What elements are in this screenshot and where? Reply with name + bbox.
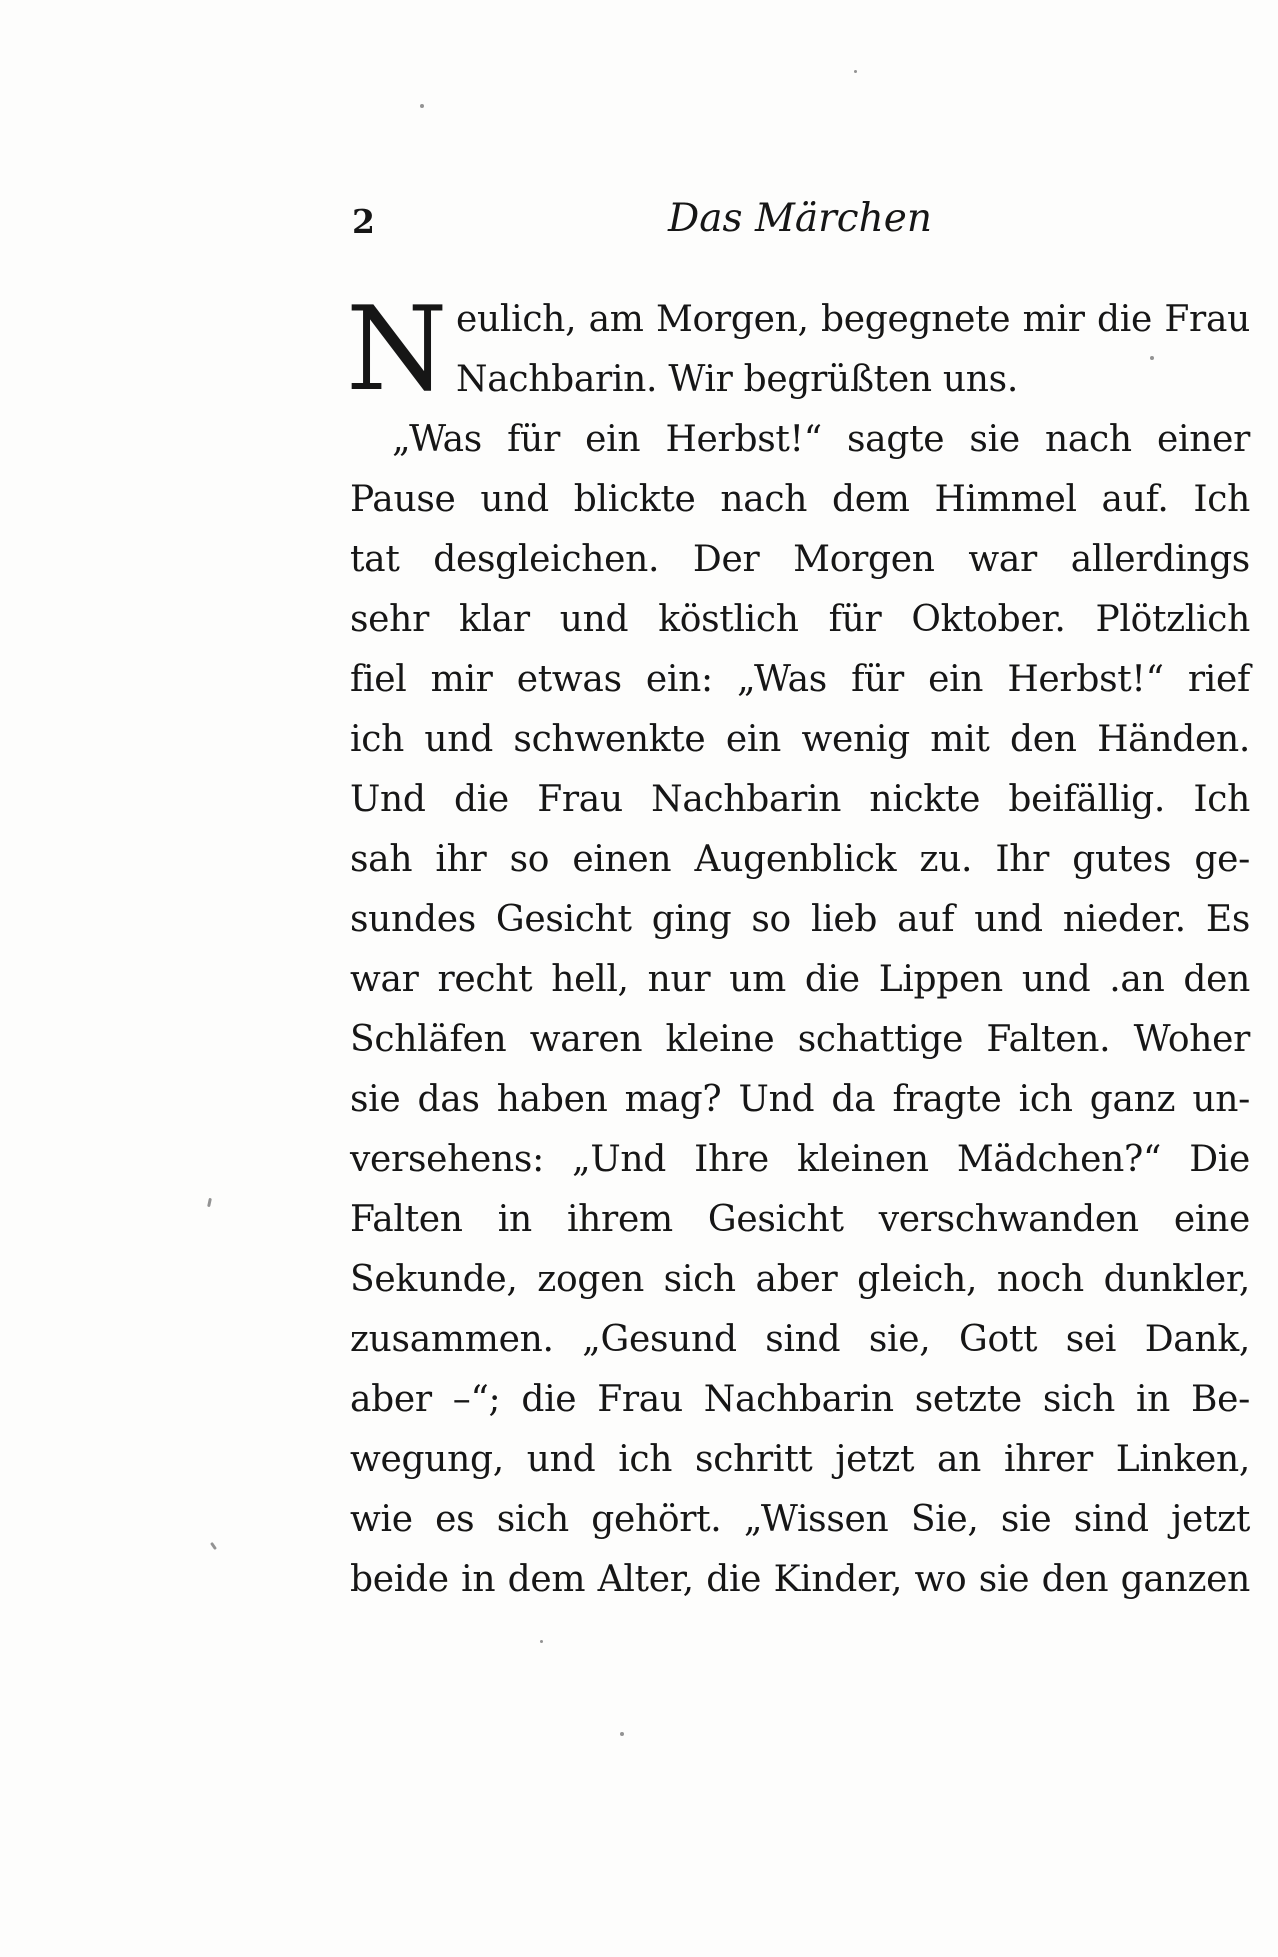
page-number: 2 bbox=[352, 202, 375, 241]
text-line: fiel mir etwas ein: „Was für ein Herbst!“ rief bbox=[350, 659, 1250, 700]
scan-artifact bbox=[620, 1732, 624, 1736]
text-line: Pause und blickte nach dem Himmel auf. Ich bbox=[350, 479, 1250, 520]
text-line: Nachbarin. Wir begrüßten uns. bbox=[456, 359, 1018, 400]
text-line: Sekunde, zogen sich aber gleich, noch dunkler, bbox=[350, 1259, 1250, 1300]
text-line: Falten in ihrem Gesicht verschwanden eine bbox=[350, 1199, 1250, 1240]
text-line: sah ihr so einen Augenblick zu. Ihr gutes ge- bbox=[350, 839, 1250, 880]
text-line: ich und schwenkte ein wenig mit den Händen. bbox=[350, 719, 1250, 760]
text-line: sundes Gesicht ging so lieb auf und nieder. Es bbox=[350, 899, 1250, 940]
text-line: aber –“; die Frau Nachbarin setzte sich in Be- bbox=[350, 1379, 1250, 1420]
text-line: tat desgleichen. Der Morgen war allerdings bbox=[350, 539, 1250, 580]
scan-artifact bbox=[210, 1542, 217, 1550]
text-line: eulich, am Morgen, begegnete mir die Frau bbox=[456, 299, 1250, 340]
text-line: zusammen. „Gesund sind sie, Gott sei Dank, bbox=[350, 1319, 1250, 1360]
running-title: Das Märchen bbox=[668, 196, 932, 241]
text-line: sehr klar und köstlich für Oktober. Plötzlich bbox=[350, 599, 1250, 640]
text-line: sie das haben mag? Und da fragte ich ganz un- bbox=[350, 1079, 1250, 1120]
text-line: war recht hell, nur um die Lippen und .an den bbox=[350, 959, 1250, 1000]
scan-artifact bbox=[1150, 356, 1154, 360]
scan-artifact bbox=[207, 1198, 212, 1207]
scan-artifact bbox=[540, 1640, 543, 1643]
text-line: „Was für ein Herbst!“ sagte sie nach einer bbox=[392, 419, 1250, 460]
text-line: beide in dem Alter, die Kinder, wo sie den ganzen bbox=[350, 1559, 1250, 1600]
body-text bbox=[346, 282, 1250, 1610]
scan-artifact bbox=[420, 104, 424, 108]
text-line: wegung, und ich schritt jetzt an ihrer Linken, bbox=[350, 1439, 1250, 1480]
text-line: Schläfen waren kleine schattige Falten. Woher bbox=[350, 1019, 1250, 1060]
drop-cap-letter: N bbox=[346, 282, 448, 417]
text-line: versehens: „Und Ihre kleinen Mädchen?“ Die bbox=[350, 1139, 1250, 1180]
page-header bbox=[350, 196, 1250, 248]
scan-artifact bbox=[854, 70, 857, 73]
text-line: wie es sich gehört. „Wissen Sie, sie sind jetzt bbox=[350, 1499, 1250, 1540]
text-line: Und die Frau Nachbarin nickte beifällig. Ich bbox=[350, 779, 1250, 820]
